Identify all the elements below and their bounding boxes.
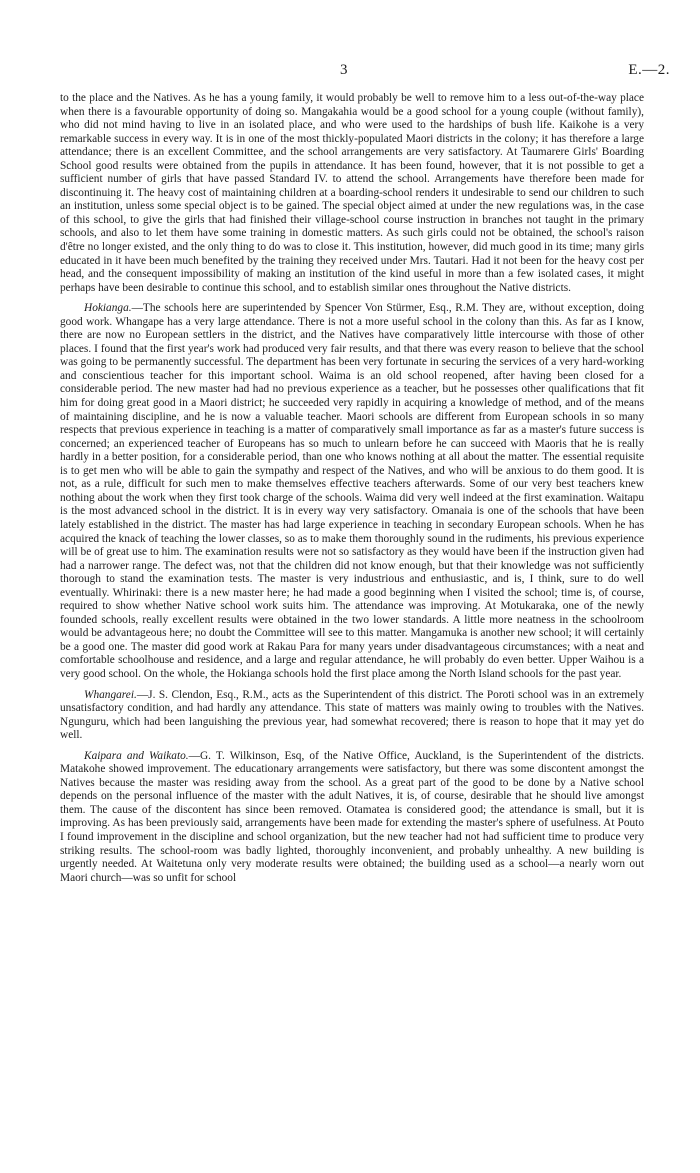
paragraph-continuation [60, 92, 644, 295]
body-text [60, 92, 644, 892]
section-heading: Whangarei. [84, 688, 137, 701]
page-number: 3 [340, 62, 348, 78]
paragraph-whangarei [60, 689, 644, 743]
paragraph-kaipara-waikato [60, 750, 644, 885]
section-heading: Hokianga. [84, 302, 132, 315]
paragraph-text: —G. T. Wilkinson, Esq, of the Native Office, Auckland, is the Superintendent of the districts. Matakohe showed improvement. The educationary arrangements were satisfactory, but there was some discontent amongst the Natives because the master was residing away from the school. As a great part of the good to be done by a Native school depends on the personal influence of the master with the adult Natives, it is, of course, desirable that he should live amongst them. The cause of the discontent has since been removed. Otamatea is considered good; the attendance is small, but it is improving. As has been previously said, arrangements have been made for extending the master's sphere of usefulness. At Pouto I found improvement in the discipline and school organization, but the new teacher had not had sufficient time to produce very striking results. The school-room was badly lighted, thoroughly inconvenient, and probably unhealthy. A new building is urgently needed. At Waitetuna only very moderate results were obtained; the building used as a school—a nearly worn out Maori church—was so unfit for school [60, 749, 644, 884]
paragraph-text: to the place and the Natives. As he has a young family, it would probably be well to remove him to a less out-of-the-way place when there is a favourable opportunity of doing so. Mangakahia would be a good school for a young couple (without family), who did not mind having to live in an isolated place, and who were used to the hardships of bush life. Kaikohe is a very remarkable success in every way. It is in one of the most thickly-populated Maori districts in the colony; it has therefore a large attendance; there is an excellent Committee, and the school arrangements are very satisfactory. At Taumarere Girls' Boarding School good results were obtained from the pupils in attendance. It has been found, however, that it is not possible to get a sufficient number of girls that have passed Standard IV. to attend the school. Arrangements have therefore been made for discontinuing it. The heavy cost of maintaining children at a boarding-school renders it undesirable to send our children to such an institution, unless some special object is to be gained. The special object aimed at under the new regulations was, in the case of this school, to give the girls that had finished their village-school course instruction in branches not taught in the primary schools, and also to let them have some training in domestic matters. As such girls could not be obtained, the school's raison d'être no longer existed, and the only thing to do was to close it. This institution, however, did much good in its time; many girls educated in it have been much benefited by the training they received under Mrs. Tautari. Had it not been for the heavy cost per head, and the consequent impossibility of making an institution of the kind useful in more than a few isolated cases, it might perhaps have been desirable to continue this school, and to establish similar ones throughout the Native districts. [60, 92, 644, 294]
paragraph-text: —J. S. Clendon, Esq., R.M., acts as the Superintendent of this district. The Poroti school was in an extremely unsatisfactory condition, and had hardly any attendance. This state of matters was mainly owing to troubles with the Natives. Ngunguru, which had been languishing the previous year, had somewhat recovered; there is reason to hope that it may yet do well. [60, 688, 644, 742]
page-header [0, 62, 700, 82]
section-heading: Kaipara and Waikato. [84, 749, 189, 762]
paragraph-text: —The schools here are superintended by Spencer Von Stürmer, Esq., R.M. They are, without exception, doing good work. Whangape has a very large attendance. There is not a more useful school in the colony than this. As far as I know, there are now no European settlers in the district, and the Natives have comparatively little intercourse with those of other places. I found that the first year's work had produced very fair results, and that there was every reason to believe that the school was going to be permanently successful. The department has been very fortunate in securing the services of a very hard-working and conscientious teacher for this important school. Waima is an old school reopened, after having been closed for a considerable period. The new master had had no previous experience as a teacher, but he possesses other qualifications that fit him for doing great good in a Maori district; he succeeded very rapidly in acquiring a knowledge of method, and of the means of maintaining discipline, and he is now a valuable teacher. Maori schools are different from European schools in so many respects that previous experience in teaching is a matter of comparatively small importance as far as a master's future success is concerned; an experienced teacher of Europeans has so much to unlearn before he can succeed with Maoris that he is really hardly in a better position, for a considerable period, than one who knows nothing at all about the matter. The essential requisite is to get men who will be able to gain the sympathy and respect of the Natives, and who will be anxious to do them good. It is not, as a rule, difficult for such men to make themselves effective teachers afterwards. Some of our very best teachers knew nothing about the work when they first took charge of the schools. Waima did very well indeed at the first examination. Waitapu is the most advanced school in the district. It is in every way very satisfactory. Omanaia is one of the schools that have been lately established in the district. The master has had large experience in teaching in secondary European schools. When he has acquired the knack of teaching the lower classes, so as to make them thoroughly sound in the rudiments, his previous experience will be of great use to him. The examination results were not so satisfactory as they would have been if the instruction given had had a narrower range. The defect was, not that the children did not know enough, but that their knowledge was not sufficiently thorough to stand the examination tests. The master is very industrious and enthusiastic, and is, I think, sure to do well eventually. Whirinaki: there is a new master here; he had made a good beginning when I visited the school; time is, of course, required to show whether Native school work suits him. The attendance was improving. At Motukaraka, one of the newly founded schools, really excellent results were obtained in the two lower standards. A little more neatness in the schoolroom would be advantageous here; no doubt the Committee will see to this matter. Mangamuka is another new school; it will certainly be a good one. The master did good work at Rakau Para for many years under disadvantageous circumstances; with a neat and comfortable schoolhouse and residence, and a large and regular attendance, he will probably do even better. Upper Waihou is a very good school. On the whole, the Hokianga schools hold the first place among the North Island schools for the past year. [60, 302, 644, 680]
paragraph-hokianga [60, 302, 644, 681]
document-reference: E.—2. [628, 62, 670, 78]
